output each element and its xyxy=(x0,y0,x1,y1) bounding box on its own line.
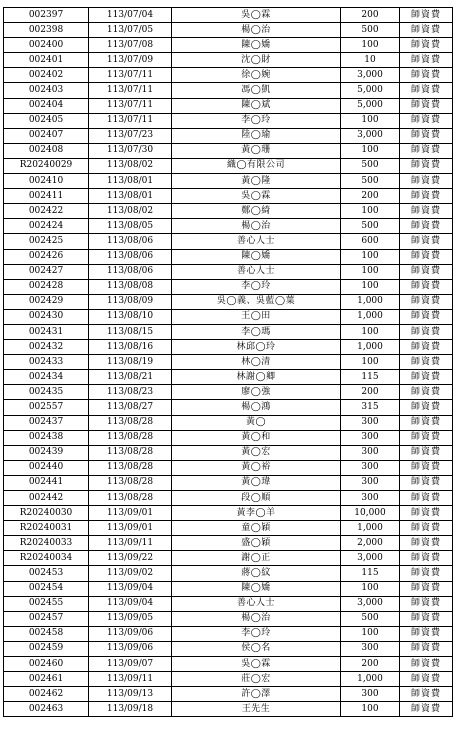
donor-name-cell: 陳◯嬌 xyxy=(172,38,341,53)
purpose-cell: 師資費 xyxy=(400,430,453,445)
date-cell: 113/08/09 xyxy=(89,294,172,309)
table-row xyxy=(4,672,453,687)
date-cell: 113/09/11 xyxy=(89,672,172,687)
table-row xyxy=(4,611,453,626)
donor-name-cell: 李◯玲 xyxy=(172,626,341,641)
purpose-cell: 師資費 xyxy=(400,566,453,581)
receipt-number-cell: 002427 xyxy=(4,264,89,279)
amount-cell: 10 xyxy=(341,53,400,68)
date-cell: 113/09/04 xyxy=(89,596,172,611)
donor-name-cell: 吳◯義、吳藍◯葉 xyxy=(172,294,341,309)
receipt-number-cell: 002425 xyxy=(4,234,89,249)
receipt-number-cell: 002429 xyxy=(4,294,89,309)
table-row xyxy=(4,234,453,249)
receipt-number-cell: 002411 xyxy=(4,189,89,204)
amount-cell: 115 xyxy=(341,566,400,581)
date-cell: 113/09/01 xyxy=(89,506,172,521)
receipt-number-cell: 002437 xyxy=(4,415,89,430)
purpose-cell: 師資費 xyxy=(400,113,453,128)
table-row xyxy=(4,23,453,38)
table-row xyxy=(4,309,453,324)
amount-cell: 115 xyxy=(341,370,400,385)
donor-name-cell: 蔣◯紋 xyxy=(172,566,341,581)
purpose-cell: 師資費 xyxy=(400,551,453,566)
donor-name-cell: 童◯穎 xyxy=(172,521,341,536)
amount-cell: 100 xyxy=(341,279,400,294)
table-row xyxy=(4,626,453,641)
donor-name-cell: 黃◯隆 xyxy=(172,174,341,189)
table-row xyxy=(4,143,453,158)
receipt-number-cell: 002439 xyxy=(4,445,89,460)
amount-cell: 300 xyxy=(341,460,400,475)
table-row xyxy=(4,98,453,113)
date-cell: 113/09/06 xyxy=(89,626,172,641)
receipt-number-cell: 002405 xyxy=(4,113,89,128)
table-row xyxy=(4,400,453,415)
table-row xyxy=(4,370,453,385)
table-row xyxy=(4,460,453,475)
receipt-number-cell: 002404 xyxy=(4,98,89,113)
receipt-number-cell: 002424 xyxy=(4,219,89,234)
receipt-number-cell: 002453 xyxy=(4,566,89,581)
date-cell: 113/08/02 xyxy=(89,158,172,173)
table-row xyxy=(4,702,453,717)
purpose-cell: 師資費 xyxy=(400,672,453,687)
table-row xyxy=(4,340,453,355)
table-row xyxy=(4,415,453,430)
table-row xyxy=(4,566,453,581)
table-row xyxy=(4,445,453,460)
purpose-cell: 師資費 xyxy=(400,491,453,506)
donor-name-cell: 陳◯嬌 xyxy=(172,581,341,596)
receipt-number-cell: 002457 xyxy=(4,611,89,626)
donor-name-cell: 林邱◯玲 xyxy=(172,340,341,355)
table-row xyxy=(4,128,453,143)
receipt-number-cell: 002442 xyxy=(4,491,89,506)
receipt-number-cell: 002422 xyxy=(4,204,89,219)
receipt-number-cell: 002402 xyxy=(4,68,89,83)
date-cell: 113/09/22 xyxy=(89,551,172,566)
purpose-cell: 師資費 xyxy=(400,128,453,143)
date-cell: 113/08/28 xyxy=(89,415,172,430)
purpose-cell: 師資費 xyxy=(400,611,453,626)
purpose-cell: 師資費 xyxy=(400,309,453,324)
purpose-cell: 師資費 xyxy=(400,174,453,189)
donation-table-body xyxy=(4,8,453,717)
purpose-cell: 師資費 xyxy=(400,143,453,158)
table-row xyxy=(4,657,453,672)
amount-cell: 500 xyxy=(341,158,400,173)
donor-name-cell: 善心人士 xyxy=(172,596,341,611)
table-row xyxy=(4,491,453,506)
table-row xyxy=(4,551,453,566)
purpose-cell: 師資費 xyxy=(400,83,453,98)
receipt-number-cell: 002458 xyxy=(4,626,89,641)
donor-name-cell: 侯◯名 xyxy=(172,641,341,656)
receipt-number-cell: 002455 xyxy=(4,596,89,611)
receipt-number-cell: 002460 xyxy=(4,657,89,672)
donor-name-cell: 鄭◯綺 xyxy=(172,204,341,219)
amount-cell: 300 xyxy=(341,415,400,430)
receipt-number-cell: 002454 xyxy=(4,581,89,596)
table-row xyxy=(4,581,453,596)
donor-name-cell: 謝◯正 xyxy=(172,551,341,566)
donor-name-cell: 林◯清 xyxy=(172,355,341,370)
table-row xyxy=(4,8,453,23)
date-cell: 113/07/04 xyxy=(89,8,172,23)
amount-cell: 500 xyxy=(341,611,400,626)
table-row xyxy=(4,189,453,204)
receipt-number-cell: 002433 xyxy=(4,355,89,370)
date-cell: 113/08/27 xyxy=(89,400,172,415)
receipt-number-cell: R20240030 xyxy=(4,506,89,521)
amount-cell: 500 xyxy=(341,219,400,234)
amount-cell: 500 xyxy=(341,174,400,189)
table-row xyxy=(4,385,453,400)
donor-name-cell: 黃◯和 xyxy=(172,430,341,445)
receipt-number-cell: 002459 xyxy=(4,641,89,656)
table-row xyxy=(4,641,453,656)
table-row xyxy=(4,68,453,83)
purpose-cell: 師資費 xyxy=(400,249,453,264)
receipt-number-cell: 002407 xyxy=(4,128,89,143)
donor-name-cell: 廖◯強 xyxy=(172,385,341,400)
donor-name-cell: 楊◯治 xyxy=(172,219,341,234)
amount-cell: 3,000 xyxy=(341,128,400,143)
date-cell: 113/08/06 xyxy=(89,234,172,249)
receipt-number-cell: R20240031 xyxy=(4,521,89,536)
donor-name-cell: 莊◯宏 xyxy=(172,672,341,687)
donor-name-cell: 善心人士 xyxy=(172,264,341,279)
receipt-number-cell: 002434 xyxy=(4,370,89,385)
purpose-cell: 師資費 xyxy=(400,98,453,113)
donation-table xyxy=(3,7,453,717)
table-row xyxy=(4,174,453,189)
receipt-number-cell: 002431 xyxy=(4,324,89,339)
purpose-cell: 師資費 xyxy=(400,324,453,339)
receipt-number-cell: 002408 xyxy=(4,143,89,158)
purpose-cell: 師資費 xyxy=(400,219,453,234)
amount-cell: 1,000 xyxy=(341,521,400,536)
donor-name-cell: 黃◯宏 xyxy=(172,445,341,460)
table-row xyxy=(4,355,453,370)
donor-name-cell: 陸◯瑜 xyxy=(172,128,341,143)
date-cell: 113/08/16 xyxy=(89,340,172,355)
purpose-cell: 師資費 xyxy=(400,400,453,415)
receipt-number-cell: 002440 xyxy=(4,460,89,475)
purpose-cell: 師資費 xyxy=(400,687,453,702)
amount-cell: 100 xyxy=(341,702,400,717)
receipt-number-cell: 002400 xyxy=(4,38,89,53)
receipt-number-cell: 002432 xyxy=(4,340,89,355)
date-cell: 113/08/28 xyxy=(89,445,172,460)
date-cell: 113/08/01 xyxy=(89,189,172,204)
amount-cell: 300 xyxy=(341,687,400,702)
amount-cell: 100 xyxy=(341,581,400,596)
donor-name-cell: 李◯瑪 xyxy=(172,324,341,339)
date-cell: 113/07/30 xyxy=(89,143,172,158)
purpose-cell: 師資費 xyxy=(400,204,453,219)
table-row xyxy=(4,596,453,611)
amount-cell: 300 xyxy=(341,445,400,460)
donor-name-cell: 吳◯霖 xyxy=(172,189,341,204)
amount-cell: 5,000 xyxy=(341,98,400,113)
purpose-cell: 師資費 xyxy=(400,521,453,536)
receipt-number-cell: 002401 xyxy=(4,53,89,68)
date-cell: 113/08/06 xyxy=(89,264,172,279)
receipt-number-cell: 002463 xyxy=(4,702,89,717)
table-row xyxy=(4,279,453,294)
purpose-cell: 師資費 xyxy=(400,68,453,83)
date-cell: 113/07/23 xyxy=(89,128,172,143)
donor-name-cell: 吳◯霖 xyxy=(172,8,341,23)
purpose-cell: 師資費 xyxy=(400,641,453,656)
table-row xyxy=(4,83,453,98)
amount-cell: 315 xyxy=(341,400,400,415)
donor-name-cell: 馮◯凱 xyxy=(172,83,341,98)
date-cell: 113/08/05 xyxy=(89,219,172,234)
donor-name-cell: 楊◯治 xyxy=(172,23,341,38)
amount-cell: 100 xyxy=(341,143,400,158)
table-row xyxy=(4,506,453,521)
date-cell: 113/09/01 xyxy=(89,521,172,536)
donor-name-cell: 黃李◯羊 xyxy=(172,506,341,521)
receipt-number-cell: 002426 xyxy=(4,249,89,264)
amount-cell: 300 xyxy=(341,491,400,506)
donor-name-cell: 楊◯鴻 xyxy=(172,400,341,415)
purpose-cell: 師資費 xyxy=(400,581,453,596)
date-cell: 113/09/02 xyxy=(89,566,172,581)
donor-name-cell: 陳◯斌 xyxy=(172,98,341,113)
table-row xyxy=(4,219,453,234)
amount-cell: 300 xyxy=(341,430,400,445)
receipt-number-cell: 002428 xyxy=(4,279,89,294)
donor-name-cell: 吳◯霖 xyxy=(172,657,341,672)
amount-cell: 100 xyxy=(341,324,400,339)
date-cell: 113/08/28 xyxy=(89,475,172,490)
purpose-cell: 師資費 xyxy=(400,8,453,23)
purpose-cell: 師資費 xyxy=(400,475,453,490)
table-row xyxy=(4,38,453,53)
purpose-cell: 師資費 xyxy=(400,264,453,279)
table-row xyxy=(4,249,453,264)
amount-cell: 200 xyxy=(341,385,400,400)
receipt-number-cell: 002403 xyxy=(4,83,89,98)
date-cell: 113/08/08 xyxy=(89,279,172,294)
donor-name-cell: 王◯田 xyxy=(172,309,341,324)
receipt-number-cell: 002397 xyxy=(4,8,89,23)
amount-cell: 1,000 xyxy=(341,294,400,309)
table-row xyxy=(4,158,453,173)
date-cell: 113/07/05 xyxy=(89,23,172,38)
table-row xyxy=(4,687,453,702)
date-cell: 113/07/11 xyxy=(89,98,172,113)
date-cell: 113/08/10 xyxy=(89,309,172,324)
purpose-cell: 師資費 xyxy=(400,702,453,717)
donor-name-cell: 徐◯婉 xyxy=(172,68,341,83)
purpose-cell: 師資費 xyxy=(400,596,453,611)
purpose-cell: 師資費 xyxy=(400,506,453,521)
date-cell: 113/08/01 xyxy=(89,174,172,189)
receipt-number-cell: 002438 xyxy=(4,430,89,445)
amount-cell: 1,000 xyxy=(341,309,400,324)
amount-cell: 200 xyxy=(341,8,400,23)
donor-name-cell: 沈◯財 xyxy=(172,53,341,68)
donor-name-cell: 織◯有限公司 xyxy=(172,158,341,173)
date-cell: 113/07/11 xyxy=(89,113,172,128)
receipt-number-cell: 002461 xyxy=(4,672,89,687)
date-cell: 113/08/21 xyxy=(89,370,172,385)
date-cell: 113/09/11 xyxy=(89,536,172,551)
date-cell: 113/09/13 xyxy=(89,687,172,702)
date-cell: 113/07/11 xyxy=(89,68,172,83)
purpose-cell: 師資費 xyxy=(400,385,453,400)
purpose-cell: 師資費 xyxy=(400,23,453,38)
purpose-cell: 師資費 xyxy=(400,626,453,641)
amount-cell: 300 xyxy=(341,641,400,656)
date-cell: 113/07/09 xyxy=(89,53,172,68)
donor-name-cell: 黃◯裕 xyxy=(172,460,341,475)
amount-cell: 5,000 xyxy=(341,83,400,98)
purpose-cell: 師資費 xyxy=(400,460,453,475)
donor-name-cell: 王先生 xyxy=(172,702,341,717)
amount-cell: 100 xyxy=(341,249,400,264)
date-cell: 113/08/02 xyxy=(89,204,172,219)
purpose-cell: 師資費 xyxy=(400,53,453,68)
table-row xyxy=(4,264,453,279)
amount-cell: 10,000 xyxy=(341,506,400,521)
table-row xyxy=(4,521,453,536)
purpose-cell: 師資費 xyxy=(400,355,453,370)
table-row xyxy=(4,113,453,128)
amount-cell: 100 xyxy=(341,204,400,219)
amount-cell: 100 xyxy=(341,626,400,641)
donor-name-cell: 盛◯穎 xyxy=(172,536,341,551)
receipt-number-cell: R20240033 xyxy=(4,536,89,551)
date-cell: 113/07/11 xyxy=(89,83,172,98)
amount-cell: 300 xyxy=(341,475,400,490)
donor-name-cell: 段◯順 xyxy=(172,491,341,506)
donor-name-cell: 黃◯珊 xyxy=(172,143,341,158)
donor-name-cell: 黃◯ xyxy=(172,415,341,430)
purpose-cell: 師資費 xyxy=(400,340,453,355)
donor-name-cell: 陳◯嬌 xyxy=(172,249,341,264)
amount-cell: 200 xyxy=(341,189,400,204)
amount-cell: 3,000 xyxy=(341,551,400,566)
amount-cell: 3,000 xyxy=(341,68,400,83)
donor-name-cell: 李◯玲 xyxy=(172,279,341,294)
purpose-cell: 師資費 xyxy=(400,657,453,672)
date-cell: 113/08/28 xyxy=(89,460,172,475)
receipt-number-cell: 002441 xyxy=(4,475,89,490)
purpose-cell: 師資費 xyxy=(400,294,453,309)
donor-name-cell: 楊◯治 xyxy=(172,611,341,626)
amount-cell: 600 xyxy=(341,234,400,249)
receipt-number-cell: 002398 xyxy=(4,23,89,38)
amount-cell: 500 xyxy=(341,23,400,38)
amount-cell: 100 xyxy=(341,355,400,370)
receipt-number-cell: 002410 xyxy=(4,174,89,189)
date-cell: 113/08/23 xyxy=(89,385,172,400)
purpose-cell: 師資費 xyxy=(400,415,453,430)
amount-cell: 100 xyxy=(341,113,400,128)
donor-name-cell: 黃◯瑋 xyxy=(172,475,341,490)
date-cell: 113/08/06 xyxy=(89,249,172,264)
table-row xyxy=(4,536,453,551)
receipt-number-cell: 002462 xyxy=(4,687,89,702)
table-row xyxy=(4,475,453,490)
receipt-number-cell: 002430 xyxy=(4,309,89,324)
amount-cell: 100 xyxy=(341,264,400,279)
date-cell: 113/08/28 xyxy=(89,491,172,506)
date-cell: 113/08/28 xyxy=(89,430,172,445)
amount-cell: 100 xyxy=(341,38,400,53)
receipt-number-cell: R20240034 xyxy=(4,551,89,566)
date-cell: 113/08/19 xyxy=(89,355,172,370)
receipt-number-cell: 002435 xyxy=(4,385,89,400)
date-cell: 113/09/05 xyxy=(89,611,172,626)
purpose-cell: 師資費 xyxy=(400,234,453,249)
donor-name-cell: 善心人士 xyxy=(172,234,341,249)
amount-cell: 3,000 xyxy=(341,596,400,611)
date-cell: 113/09/07 xyxy=(89,657,172,672)
purpose-cell: 師資費 xyxy=(400,189,453,204)
date-cell: 113/09/18 xyxy=(89,702,172,717)
donor-name-cell: 李◯玲 xyxy=(172,113,341,128)
amount-cell: 200 xyxy=(341,657,400,672)
purpose-cell: 師資費 xyxy=(400,370,453,385)
amount-cell: 2,000 xyxy=(341,536,400,551)
table-row xyxy=(4,430,453,445)
purpose-cell: 師資費 xyxy=(400,445,453,460)
table-row xyxy=(4,204,453,219)
date-cell: 113/07/08 xyxy=(89,38,172,53)
purpose-cell: 師資費 xyxy=(400,279,453,294)
receipt-number-cell: 002557 xyxy=(4,400,89,415)
table-row xyxy=(4,324,453,339)
table-row xyxy=(4,294,453,309)
purpose-cell: 師資費 xyxy=(400,158,453,173)
date-cell: 113/09/06 xyxy=(89,641,172,656)
amount-cell: 1,000 xyxy=(341,340,400,355)
date-cell: 113/08/15 xyxy=(89,324,172,339)
purpose-cell: 師資費 xyxy=(400,536,453,551)
purpose-cell: 師資費 xyxy=(400,38,453,53)
receipt-number-cell: R20240029 xyxy=(4,158,89,173)
amount-cell: 1,000 xyxy=(341,672,400,687)
date-cell: 113/09/04 xyxy=(89,581,172,596)
donor-name-cell: 許◯澤 xyxy=(172,687,341,702)
donor-name-cell: 林謝◯卿 xyxy=(172,370,341,385)
table-row xyxy=(4,53,453,68)
